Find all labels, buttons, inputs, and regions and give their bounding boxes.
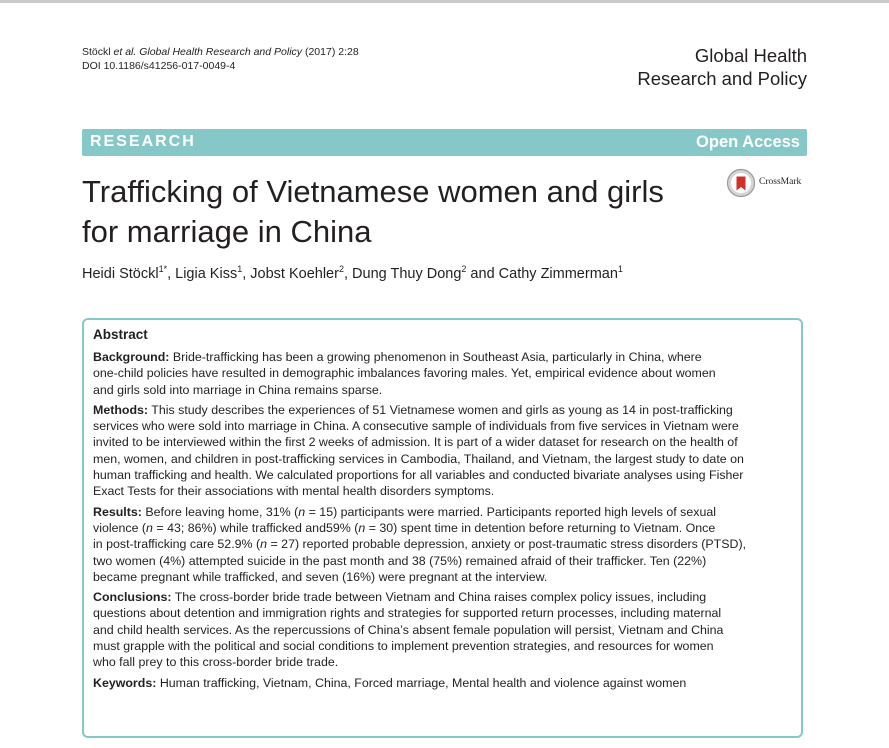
crossmark-icon — [726, 168, 756, 198]
abstract-line: human trafficking and health. We calculated proportions for all variables and conducted bivariate analyses using Fisher — [93, 468, 744, 483]
abstract-line: and girls sold into marriage in China remains sparse. — [93, 382, 383, 397]
abstract-section-methods — [93, 402, 798, 500]
abstract-section-background — [93, 349, 798, 398]
article-type-label: RESEARCH — [90, 133, 196, 150]
author-name[interactable]: Cathy Zimmerman — [498, 266, 618, 282]
abstract-line: services who were sold into marriage in China. A consecutive sample of individuals from five services in Vietnam were — [93, 419, 739, 434]
abstract-line: Background: Bride-trafficking has been a growing phenomenon in Southeast Asia, particularly in China, where — [93, 350, 702, 364]
crossmark-badge[interactable] — [726, 168, 816, 198]
abstract-line: became pregnant while trafficked, and seven (16%) were pregnant at the interview. — [93, 569, 548, 584]
journal-name-line2: Research and Policy — [637, 68, 807, 89]
journal-name-line1: Global Health — [694, 45, 807, 66]
author-affiliation-mark: 1* — [158, 264, 168, 274]
title-line2: for marriage in China — [82, 214, 372, 249]
author-list — [82, 266, 623, 282]
abstract-line: in post-trafficking care 52.9% (n = 27) reported probable depression, anxiety or post-traumatic stress disorders (PTSD), — [93, 537, 747, 552]
author-separator: , — [167, 266, 176, 282]
author-name[interactable]: Ligia Kiss — [175, 266, 238, 282]
abstract-line: must grapple with the political and social conditions to implement prevention strategies, and resources for women — [93, 639, 714, 654]
author-affiliation-mark: 1 — [617, 264, 623, 274]
author-name[interactable]: Dung Thuy Dong — [352, 266, 462, 282]
abstract-section-results — [93, 504, 798, 585]
citation-block — [82, 45, 359, 73]
open-access-label: Open Access — [696, 133, 800, 151]
citation-line: Stöckl et al. Global Health Research and Policy (2017) 2:28 — [82, 46, 359, 58]
abstract-line: Exact Tests for their associations with mental health disorders symptoms. — [93, 484, 495, 499]
abstract-line: questions about detention and immigration rights and strategies for supported return processes, including maternal — [93, 606, 722, 621]
author-separator: , — [242, 266, 251, 282]
abstract-line: Results: Before leaving home, 31% (n = 15) participants were married. Participants reported high levels of sexual — [93, 504, 716, 519]
author-name[interactable]: Jobst Koehler — [250, 266, 339, 282]
abstract-line: men, women, and children in post-trafficking services in Cambodia, Thailand, and Vietnam, the largest study to date on — [93, 451, 744, 466]
abstract-box — [82, 318, 803, 738]
section-label: Keywords: — [93, 675, 157, 690]
abstract-heading: Abstract — [93, 327, 148, 342]
section-label: Conclusions: — [93, 590, 172, 605]
abstract-section-conclusions — [93, 589, 798, 670]
author-separator: , — [343, 266, 353, 282]
abstract-line: one-child policies have resulted in demographic imbalances favoring males. Yet, empirical evidence about women — [93, 366, 716, 381]
abstract-line: and child health services. As the repercussions of China’s absent female population will persist, Vietnam and China — [93, 622, 724, 637]
section-label: Methods: — [93, 402, 149, 417]
doi[interactable]: DOI 10.1186/s41256-017-0049-4 — [82, 60, 236, 72]
abstract-line: violence (n = 43; 86%) while trafficked and59% (n = 30) spent time in detention before returning to Vietnam. Once — [93, 520, 716, 535]
author-affiliation-mark: 2 — [338, 264, 344, 274]
crossmark-label: CrossMark — [759, 177, 802, 187]
abstract-section-keywords — [93, 675, 798, 691]
abstract-line: Conclusions: The cross-border bride trade between Vietnam and China raises complex policy issues, including — [93, 590, 707, 605]
abstract-line: two women (4%) attempted suicide in the past month and 38 (75%) remained afraid of their trafficker. Ten (22%) — [93, 553, 707, 568]
abstract-line: Keywords: Human trafficking, Vietnam, China, Forced marriage, Mental health and violence against women — [93, 675, 687, 690]
section-label: Results: — [93, 504, 142, 519]
section-label: Background: — [93, 350, 170, 364]
abstract-line: Methods: This study describes the experiences of 51 Vietnamese women and girls as young as 14 in post-trafficking — [93, 402, 733, 417]
author-separator: and — [466, 266, 499, 282]
author-name[interactable]: Heidi Stöckl — [82, 266, 159, 282]
abstract-line: who fall prey to this cross-border bride trade. — [93, 655, 339, 670]
abstract-line: invited to be interviewed within the first 2 weeks of admission. It is part of a wider dataset for research on the health of — [93, 435, 738, 450]
title-line1: Trafficking of Vietnamese women and girls — [82, 174, 664, 209]
article-title — [82, 172, 722, 252]
author-affiliation-mark: 2 — [461, 264, 467, 274]
top-rule — [0, 0, 889, 3]
author-affiliation-mark: 1 — [237, 264, 243, 274]
article-type-band — [82, 129, 807, 156]
journal-name — [637, 44, 807, 90]
